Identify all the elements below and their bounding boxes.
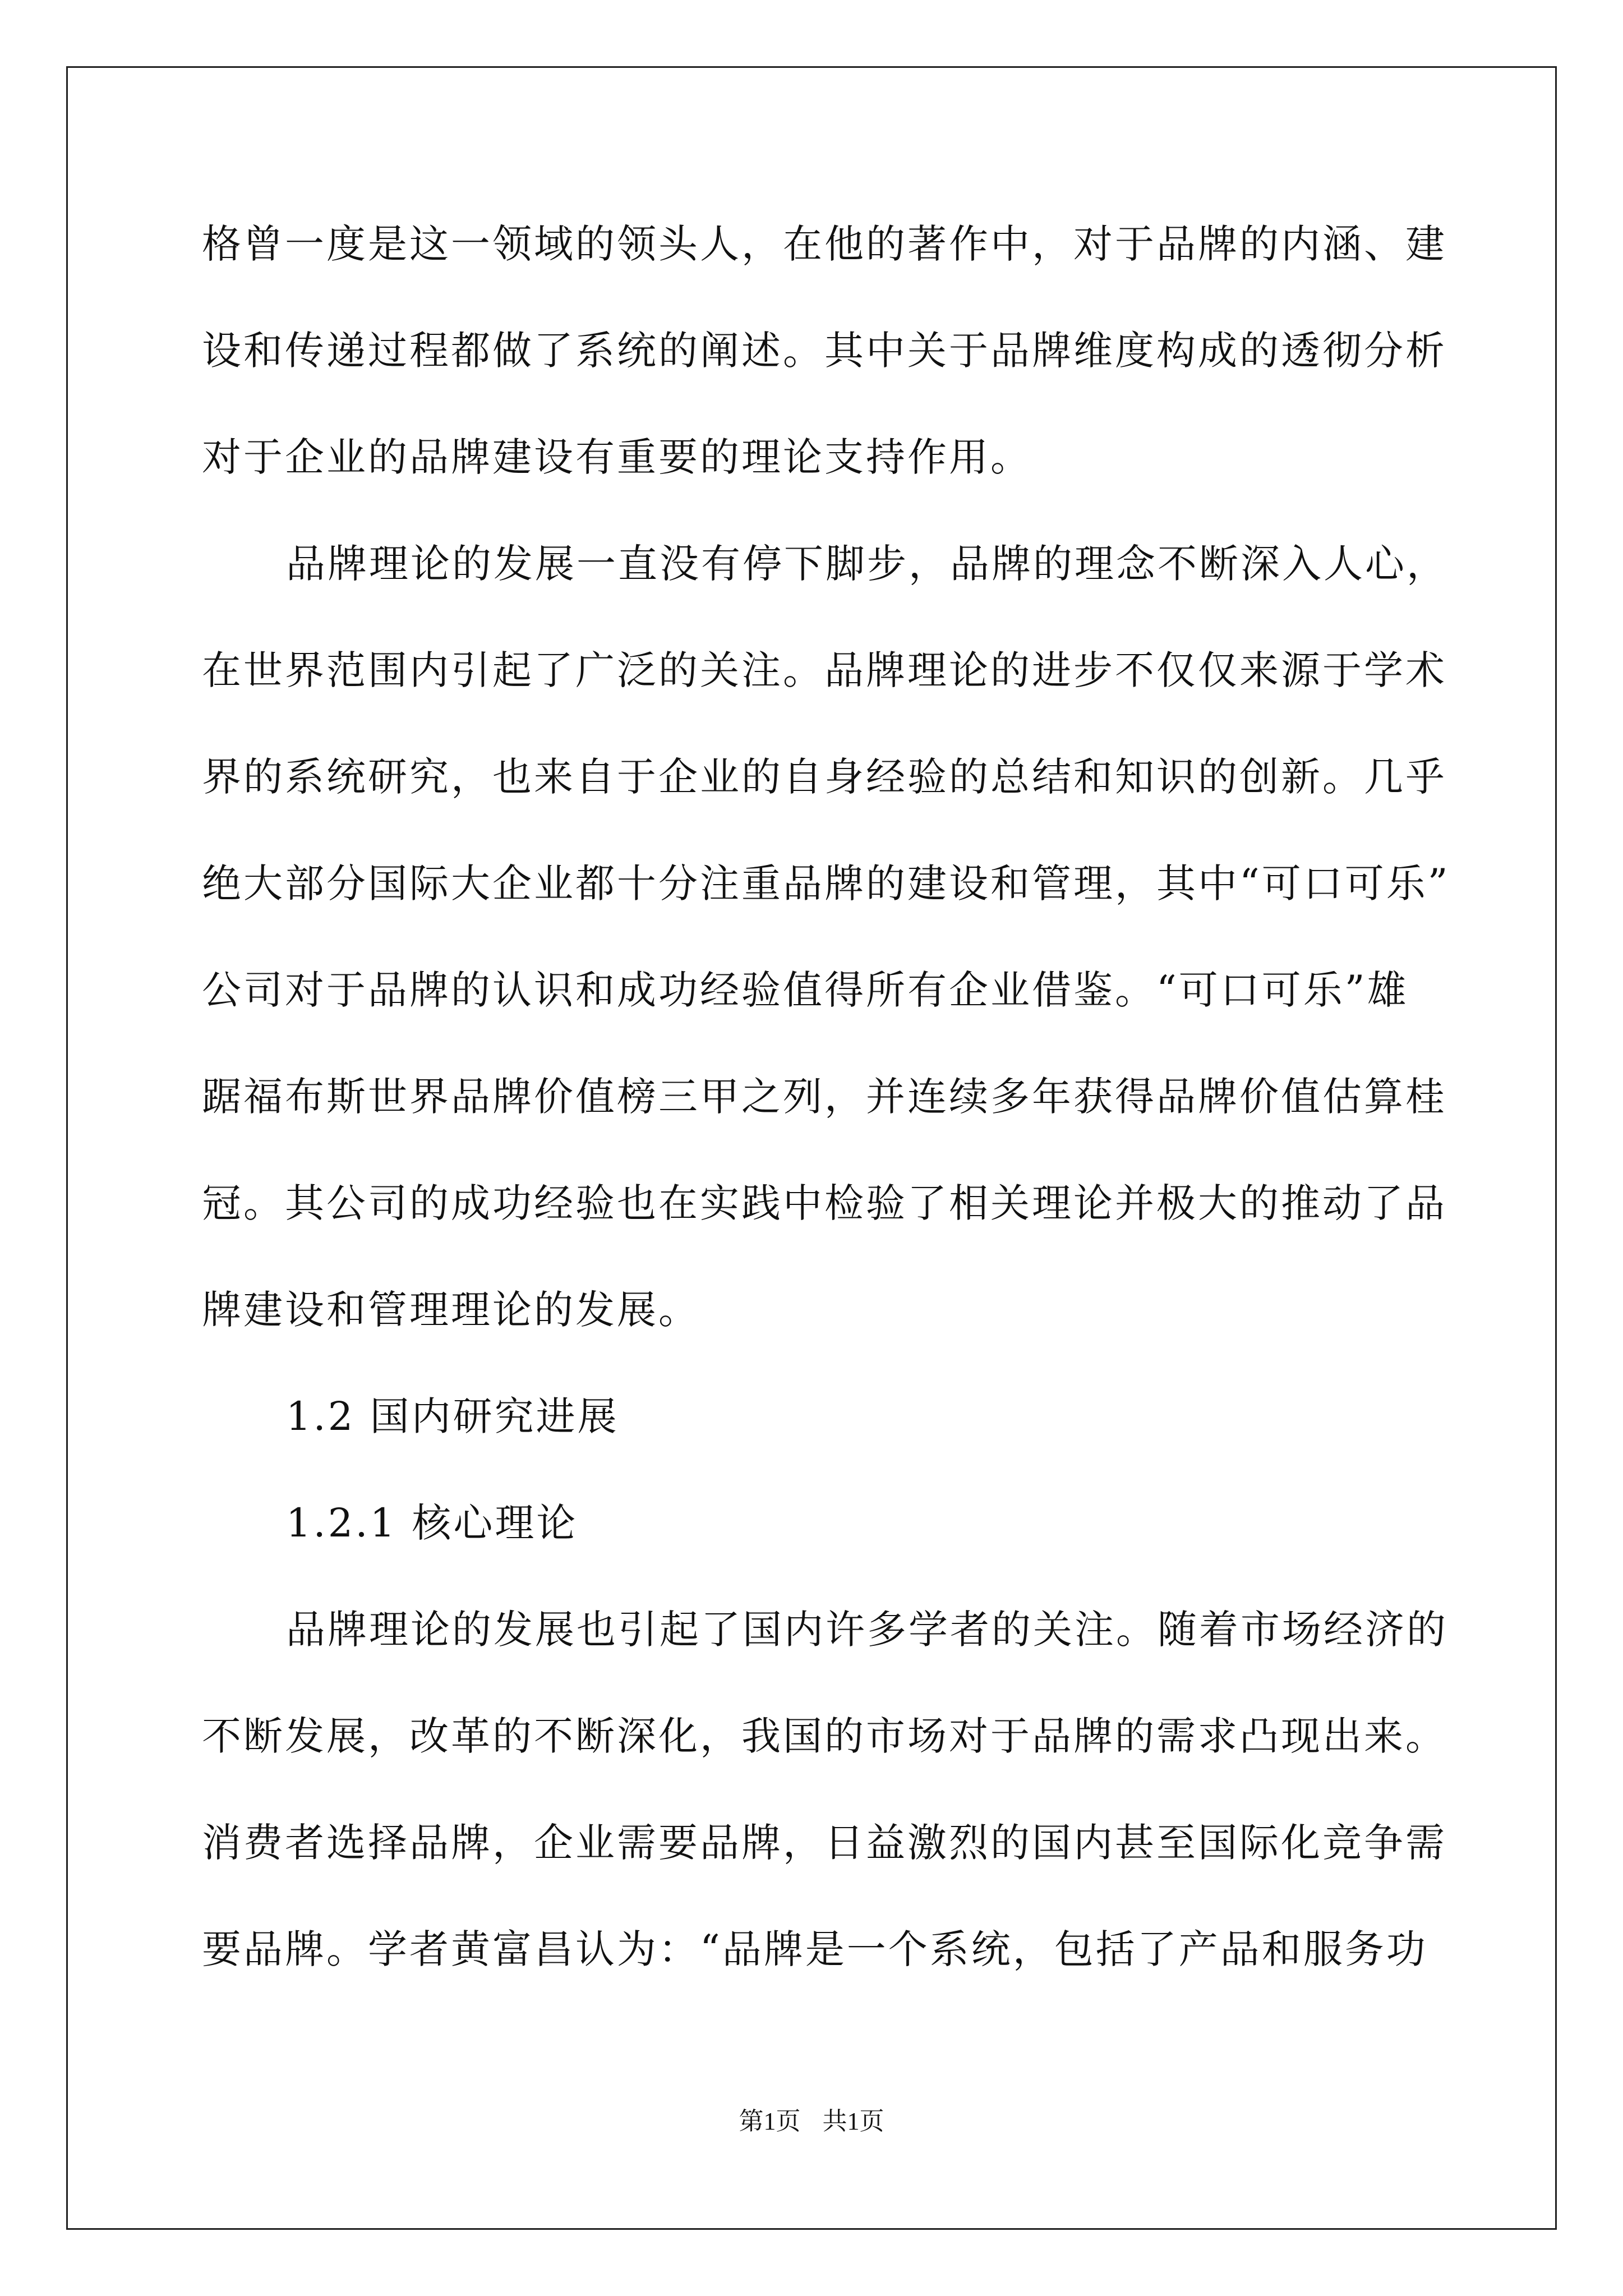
page-number-total: 共1页: [822, 2108, 884, 2135]
body-line-1: 格曾一度是这一领域的领头人，在他的著作中，对于品牌的内涵、建: [202, 221, 1447, 267]
page-number-current: 第1页: [739, 2108, 801, 2135]
body-line-17: 要品牌。学者黄富昌认为：“品牌是一个系统，包括了产品和服务功: [202, 1926, 1428, 1972]
body-line-7: 绝大部分国际大企业都十分注重品牌的建设和管理，其中“可口可乐”: [202, 861, 1450, 907]
body-line-15: 不断发展，改革的不断深化，我国的市场对于品牌的需求凸现出来。: [202, 1713, 1447, 1759]
section-heading-1-2-1: 1.2.1 核心理论: [286, 1500, 578, 1546]
body-line-8: 公司对于品牌的认识和成功经验值得所有企业借鉴。“可口可乐”雄: [202, 967, 1409, 1013]
body-line-14: 品牌理论的发展也引起了国内许多学者的关注。随着市场经济的: [286, 1607, 1448, 1653]
body-line-5: 在世界范围内引起了广泛的关注。品牌理论的进步不仅仅来源于学术: [202, 647, 1447, 693]
body-line-4: 品牌理论的发展一直没有停下脚步，品牌的理念不断深入人心，: [286, 541, 1448, 587]
body-line-9: 踞福布斯世界品牌价值榜三甲之列，并连续多年获得品牌价值估算桂: [202, 1074, 1447, 1120]
body-line-16: 消费者选择品牌，企业需要品牌，日益激烈的国内甚至国际化竞争需: [202, 1820, 1447, 1866]
body-line-3: 对于企业的品牌建设有重要的理论支持作用。: [202, 434, 1032, 480]
page-border: [66, 66, 1557, 2230]
body-line-2: 设和传递过程都做了系统的阐述。其中关于品牌维度构成的透彻分析: [202, 328, 1447, 374]
body-line-11: 牌建设和管理理论的发展。: [202, 1287, 700, 1333]
section-heading-1-2: 1.2 国内研究进展: [286, 1393, 619, 1439]
page-footer: [0, 2105, 1623, 2138]
body-line-10: 冠。其公司的成功经验也在实践中检验了相关理论并极大的推动了品: [202, 1180, 1447, 1226]
body-line-6: 界的系统研究，也来自于企业的自身经验的总结和知识的创新。几乎: [202, 754, 1447, 800]
